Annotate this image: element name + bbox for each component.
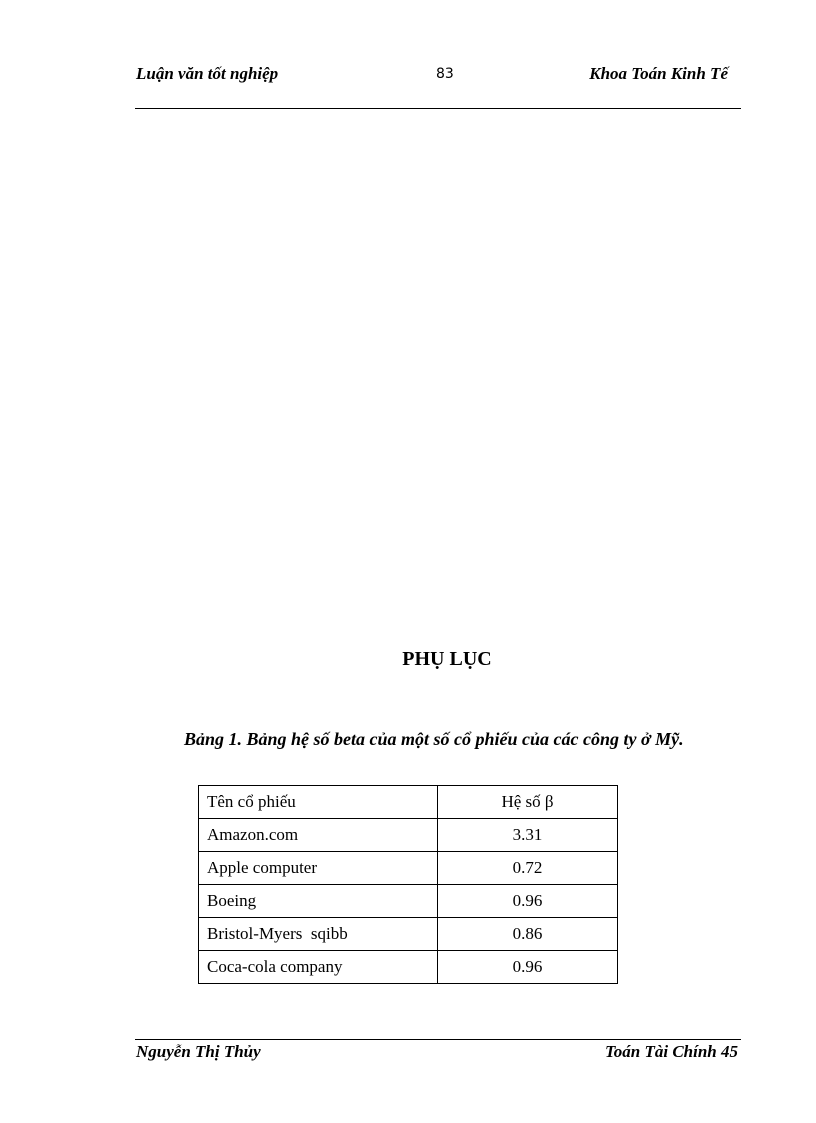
beta-value-cell: 3.31 (438, 819, 618, 852)
beta-value-cell: 0.72 (438, 852, 618, 885)
beta-value-cell: 0.96 (438, 885, 618, 918)
column-header-stock: Tên cổ phiếu (199, 786, 438, 819)
section-title: PHỤ LỤC (402, 648, 492, 670)
footer-class: Toán Tài Chính 45 (604, 1042, 738, 1061)
table-header-row (199, 786, 618, 819)
table-caption: Bảng 1. Bảng hệ số beta của một số cổ phiếu của các công ty ở Mỹ. (184, 729, 684, 749)
stock-name-cell: Coca-cola company (199, 951, 438, 984)
table-row (199, 918, 618, 951)
beta-table (198, 785, 618, 984)
header-thesis-label: Luận văn tốt nghiệp (136, 64, 279, 83)
stock-name-cell: Amazon.com (199, 819, 438, 852)
table-row (199, 885, 618, 918)
header-divider (135, 108, 741, 109)
column-header-beta: Hệ số β (438, 786, 618, 819)
table-row (199, 819, 618, 852)
footer-author: Nguyễn Thị Thủy (136, 1042, 261, 1061)
stock-name-cell: Apple computer (199, 852, 438, 885)
footer-divider (135, 1039, 741, 1040)
beta-value-cell: 0.86 (438, 918, 618, 951)
beta-value-cell: 0.96 (438, 951, 618, 984)
page-number: 83 (436, 66, 454, 82)
table-row (199, 852, 618, 885)
table-row (199, 951, 618, 984)
header-faculty-label: Khoa Toán Kinh Tế (589, 64, 728, 83)
stock-name-cell: Boeing (199, 885, 438, 918)
stock-name-cell: Bristol-Myers sqibb (199, 918, 438, 951)
